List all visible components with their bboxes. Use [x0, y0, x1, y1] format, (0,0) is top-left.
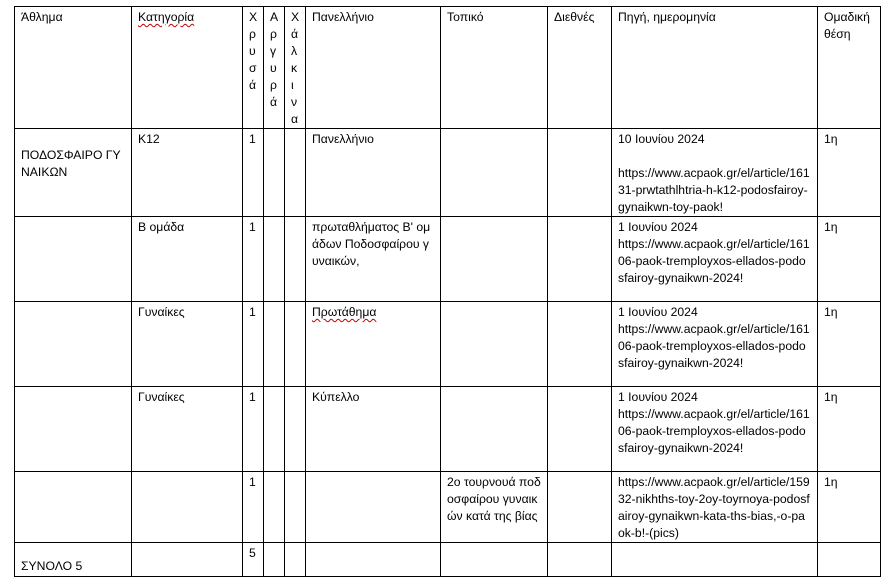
sport-cell [15, 302, 132, 387]
team-place-cell: 1η [818, 472, 881, 543]
vertical-letter: σ [249, 61, 257, 75]
international-cell [548, 472, 612, 543]
source-cell [612, 217, 818, 302]
header-gold [243, 7, 264, 129]
team-place-cell: 1η [818, 217, 881, 302]
header-silver-text [270, 9, 282, 111]
header-panhellenic: Πανελλήνιο [306, 7, 441, 129]
source-cell [612, 129, 818, 217]
source-cell [612, 387, 818, 472]
gold-cell: 1 [243, 387, 264, 472]
category-cell [132, 472, 243, 543]
header-category [132, 7, 243, 129]
panhellenic-cell [306, 472, 441, 543]
team-place-cell: 1η [818, 302, 881, 387]
panhellenic-cell: Πανελλήνιο [306, 129, 441, 217]
header-source: Πηγή, ημερομηνία [612, 7, 818, 129]
vertical-letter: υ [249, 44, 256, 58]
header-bronze [285, 7, 306, 129]
gold-cell: 1 [243, 472, 264, 543]
vertical-letter: Χ [249, 10, 258, 24]
vertical-letter: ρ [270, 78, 277, 92]
header-sport: Άθλημα [15, 7, 132, 129]
source-date: 1 Ιουνίου 2024 [618, 305, 698, 319]
vertical-letter: α [291, 112, 299, 126]
category-cell: Γυναίκες [132, 387, 243, 472]
local-cell [441, 129, 548, 217]
gold-cell: 1 [243, 217, 264, 302]
local-cell [441, 302, 548, 387]
bronze-cell [285, 302, 306, 387]
header-row [15, 7, 881, 129]
bronze-cell [285, 387, 306, 472]
local-cell: 2ο τουρνουά ποδοσφαίρου γυναικών κατά της βίας [441, 472, 548, 543]
vertical-letter: ν [291, 95, 298, 109]
category-cell: Γυναίκες [132, 302, 243, 387]
table-row [15, 129, 881, 217]
table-row [15, 387, 881, 472]
header-international: Διεθνές [548, 7, 612, 129]
vertical-letter: ι [291, 78, 294, 92]
sport-cell [15, 387, 132, 472]
local-cell [441, 217, 548, 302]
team-place-cell: 1η [818, 387, 881, 472]
total-category-cell [132, 543, 243, 577]
source-date: 1 Ιουνίου 2024 [618, 390, 698, 404]
table-row [15, 472, 881, 543]
panhellenic-cell: Κύπελλο [306, 387, 441, 472]
source-date: 1 Ιουνίου 2024 [618, 220, 698, 234]
total-row [15, 543, 881, 577]
source-cell [612, 472, 818, 543]
medals-table [14, 6, 881, 577]
panhellenic-text: Πρωτάθημα [312, 305, 377, 319]
category-cell: Κ12 [132, 129, 243, 217]
vertical-letter: γ [270, 44, 277, 58]
international-cell [548, 129, 612, 217]
vertical-letter: ά [270, 95, 278, 109]
international-cell [548, 302, 612, 387]
total-source [612, 543, 818, 577]
international-cell [548, 217, 612, 302]
total-label: ΣΥΝΟΛΟ 5 [15, 543, 132, 577]
vertical-letter: κ [291, 61, 298, 75]
header-gold-text [249, 9, 261, 94]
total-international [548, 543, 612, 577]
category-cell: Β ομάδα [132, 217, 243, 302]
bronze-cell [285, 472, 306, 543]
vertical-letter: λ [291, 44, 298, 58]
header-category-text: Κατηγορία [138, 10, 195, 24]
source-cell [612, 302, 818, 387]
vertical-letter: ρ [270, 27, 277, 41]
sport-cell: ΠΟΔΟΣΦΑΙΡΟ ΓΥΝΑΙΚΩΝ [15, 129, 132, 217]
total-gold: 5 [243, 543, 264, 577]
international-cell [548, 387, 612, 472]
source-url: https://www.acpaok.gr/el/article/16106-paok-tremployxos-ellados-podosfairoy-gynaikwn-2024! [618, 407, 810, 455]
table-row [15, 217, 881, 302]
source-url: https://www.acpaok.gr/el/article/16131-prwtathlhtria-h-k12-podosfairoy-gynaikwn-toy-paok! [618, 166, 810, 214]
table-row [15, 302, 881, 387]
total-team-place [818, 543, 881, 577]
silver-cell [264, 129, 285, 217]
vertical-letter: ά [291, 27, 299, 41]
total-panhellenic [306, 543, 441, 577]
gold-cell: 1 [243, 302, 264, 387]
source-date: 10 Ιουνίου 2024 [618, 132, 705, 146]
header-bronze-text [291, 9, 303, 128]
vertical-letter: ά [249, 78, 257, 92]
silver-cell [264, 387, 285, 472]
team-place-cell: 1η [818, 129, 881, 217]
local-cell [441, 387, 548, 472]
sport-cell [15, 472, 132, 543]
total-bronze [285, 543, 306, 577]
panhellenic-cell [306, 302, 441, 387]
vertical-letter: Α [270, 10, 279, 24]
gold-cell: 1 [243, 129, 264, 217]
silver-cell [264, 217, 285, 302]
bronze-cell [285, 217, 306, 302]
source-url: https://www.acpaok.gr/el/article/15932-nikhths-toy-2oy-toyrnoya-podosfairoy-gynaikwn-kata-ths-bias,-o-paok-b!-(pics) [618, 475, 810, 540]
silver-cell [264, 302, 285, 387]
vertical-letter: υ [270, 61, 277, 75]
header-team-place: Ομαδική θέση [818, 7, 881, 129]
bronze-cell [285, 129, 306, 217]
total-silver [264, 543, 285, 577]
sport-cell [15, 217, 132, 302]
vertical-letter: Χ [291, 10, 300, 24]
total-local [441, 543, 548, 577]
vertical-letter: ρ [249, 27, 256, 41]
silver-cell [264, 472, 285, 543]
header-silver [264, 7, 285, 129]
source-url: https://www.acpaok.gr/el/article/16106-paok-tremployxos-ellados-podosfairoy-gynaikwn-2024! [618, 322, 810, 370]
header-local: Τοπικό [441, 7, 548, 129]
panhellenic-cell: πρωταθλήματος Β' ομάδων Ποδοσφαίρου γυναικών, [306, 217, 441, 302]
source-url: https://www.acpaok.gr/el/article/16106-paok-tremployxos-ellados-podosfairoy-gynaikwn-2024! [618, 237, 810, 285]
